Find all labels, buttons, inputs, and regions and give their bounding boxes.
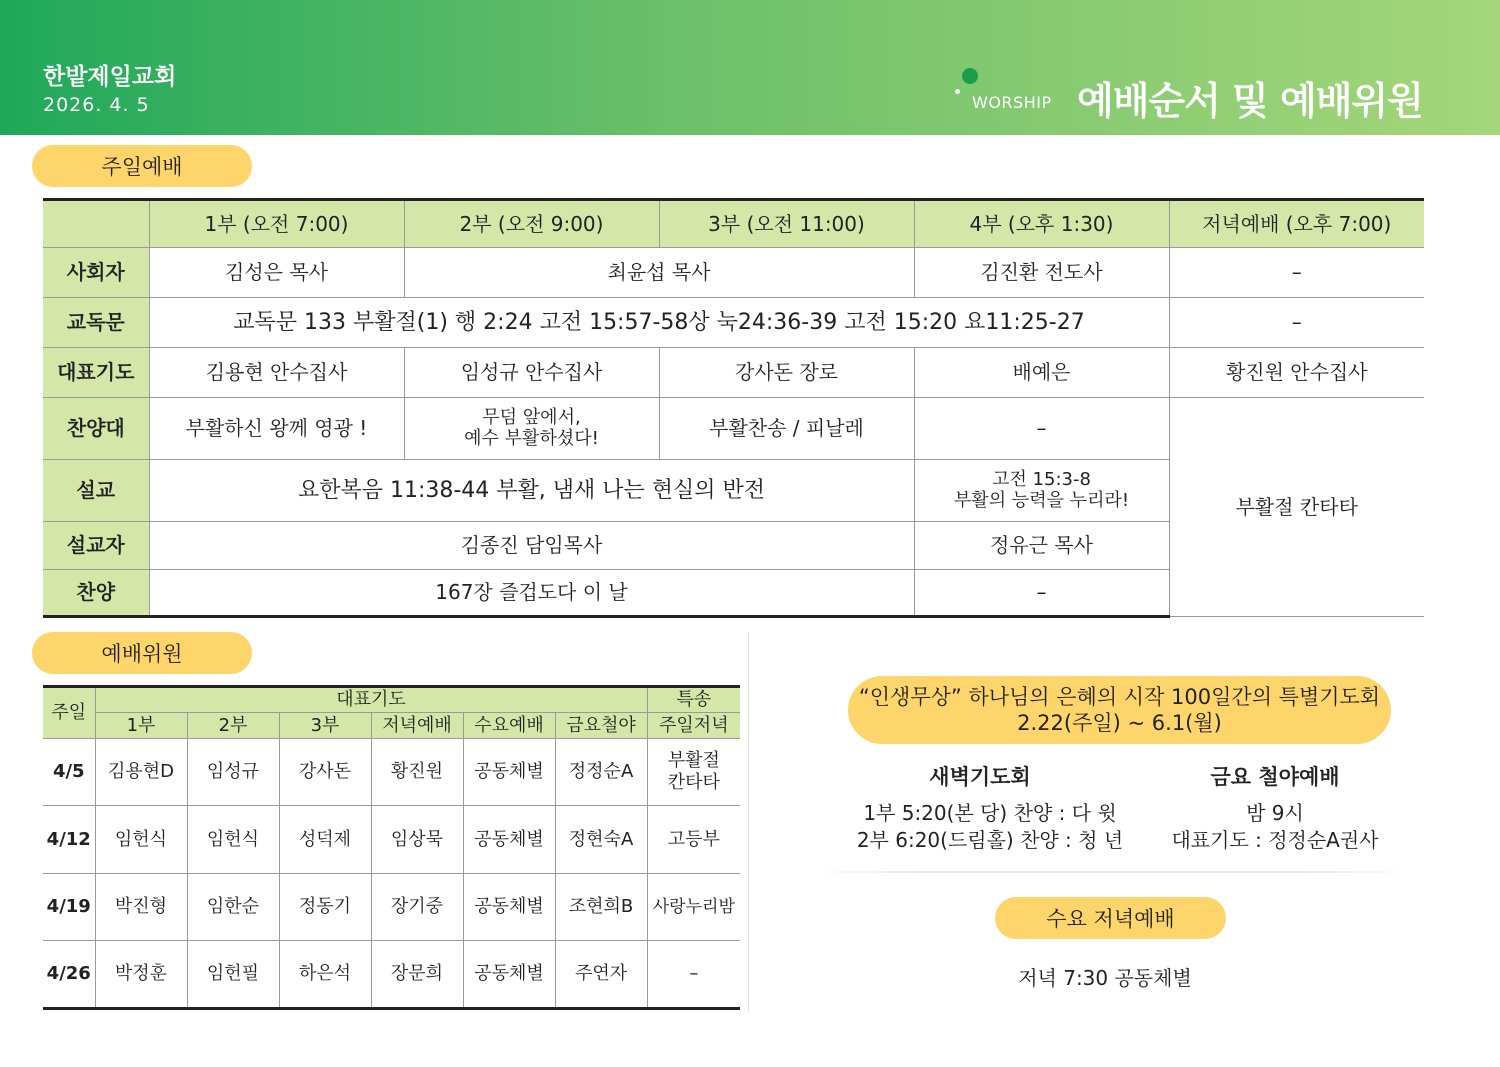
table-cell: 황진원 [371,739,463,806]
table-cell: 공동체별 [463,739,555,806]
table-cell: 임헌식 [187,806,279,874]
committee-header-prayer: 대표기도 [95,687,647,713]
worship-english-label: WORSHIP [972,93,1052,112]
table-row [43,806,740,874]
row-date: 4/19 [43,874,95,941]
column-header-service-3: 3부 (오전 11:00) [659,200,914,248]
dawn-prayer-line-1: 1부 5:20(본 당) 찬양 : 다 윗 [863,801,1117,825]
table-cell: 박진형 [95,874,187,941]
section-label-sunday: 주일예배 [32,145,252,187]
table-cell: 성덕제 [279,806,371,874]
table-cell: – [647,941,740,1009]
column-header-service-1: 1부 (오전 7:00) [149,200,404,248]
preacher-service-1-3: 김종진 담임목사 [149,522,914,570]
page-title: 예배순서 및 예배위원 [1077,79,1423,123]
bulletin-date: 2026. 4. 5 [43,94,150,116]
row-header-reading: 교독문 [43,298,149,348]
prayer-evening: 황진원 안수집사 [1169,348,1424,398]
choir-service-4: – [914,398,1169,460]
table-cell: 고등부 [647,806,740,874]
header-banner [0,0,1500,135]
choir-service-3: 부활찬송 / 피날레 [659,398,914,460]
committee-col-1: 1부 [95,713,187,739]
reading-evening: – [1169,298,1424,348]
sermon-service-4-line-2: 부활의 능력을 누리라! [953,489,1130,511]
sermon-service-1-3: 요한복음 11:38-44 부활, 냄새 나는 현실의 반전 [149,460,914,522]
table-cell: 공동체별 [463,941,555,1009]
committee-col-5: 수요예배 [463,713,555,739]
vertical-divider [748,632,749,1012]
table-row [43,739,740,806]
table-cell: 강사돈 [279,739,371,806]
table-cell: 하은석 [279,941,371,1009]
special-line-2: 칸타타 [667,772,720,793]
host-service-4: 김진환 전도사 [914,248,1169,298]
dot-decoration-icon [962,68,978,84]
hymn-service-1-3: 167장 즐겁도다 이 날 [149,570,914,617]
preacher-service-4: 정유근 목사 [914,522,1169,570]
table-cell: 임성규 [187,739,279,806]
prayer-service-3: 강사돈 장로 [659,348,914,398]
row-date: 4/5 [43,739,95,806]
choir-service-2-line-2: 예수 부활하셨다! [464,427,599,449]
small-dot-icon [955,89,960,94]
committee-col-7: 주일저녁 [647,713,740,739]
table-cell: 장기중 [371,874,463,941]
committee-header-special: 특송 [647,687,740,713]
table-cell: 공동체별 [463,806,555,874]
evening-cantata: 부활절 칸타타 [1169,398,1424,617]
sunday-worship-table [43,198,1424,618]
table-cell: 임한순 [187,874,279,941]
sermon-service-4 [914,460,1169,522]
corner-cell [43,200,149,248]
table-cell: 임헌필 [187,941,279,1009]
table-cell: 주연자 [555,941,647,1009]
friday-service-prayer: 대표기도 : 정정순A권사 [1171,828,1379,852]
column-header-service-2: 2부 (오전 9:00) [404,200,659,248]
table-cell: 정현숙A [555,806,647,874]
committee-col-6: 금요철야 [555,713,647,739]
host-service-2-3: 최윤섭 목사 [404,248,914,298]
host-service-1: 김성은 목사 [149,248,404,298]
special-prayer-title: “인생무상” 하나님의 은혜의 시작 100일간의 특별기도회 [858,684,1381,709]
table-cell: 박정훈 [95,941,187,1009]
wednesday-service-info: 저녁 7:30 공동체별 [1018,966,1192,990]
committee-col-2: 2부 [187,713,279,739]
table-cell [647,739,740,806]
sermon-service-4-line-1: 고전 15:3-8 [992,468,1091,490]
committee-table [43,685,740,1010]
row-header-prayer: 대표기도 [43,348,149,398]
table-row [43,941,740,1009]
prayer-service-4: 배예은 [914,348,1169,398]
dawn-prayer-line-2: 2부 6:20(드림홀) 찬양 : 청 년 [856,828,1124,852]
horizontal-divider [812,871,1412,873]
church-name: 한밭제일교회 [43,64,177,90]
table-cell: 임헌식 [95,806,187,874]
column-header-evening: 저녁예배 (오후 7:00) [1169,200,1424,248]
choir-service-2-line-1: 무덤 앞에서, [482,406,581,428]
section-label-committee: 예배위원 [32,632,252,674]
responsive-reading: 교독문 133 부활절(1) 행 2:24 고전 15:57-58상 눅24:36-39 고전 15:20 요11:25-27 [149,298,1169,348]
hymn-service-4: – [914,570,1169,617]
column-header-service-4: 4부 (오후 1:30) [914,200,1169,248]
host-evening: – [1169,248,1424,298]
row-header-preacher: 설교자 [43,522,149,570]
special-line-1: 부활절 [667,750,720,772]
row-header-sermon: 설교 [43,460,149,522]
committee-col-3: 3부 [279,713,371,739]
row-date: 4/26 [43,941,95,1009]
table-cell: 정정순A [555,739,647,806]
committee-col-4: 저녁예배 [371,713,463,739]
table-cell: 사랑누리밤 [647,874,740,941]
dawn-prayer-title: 새벽기도회 [929,765,1031,789]
table-cell: 정동기 [279,874,371,941]
section-label-wednesday: 수요 저녁예배 [995,897,1226,939]
prayer-service-1: 김용현 안수집사 [149,348,404,398]
row-header-hymn: 찬양 [43,570,149,617]
committee-header-sunday: 주일 [43,687,95,739]
table-cell: 임상묵 [371,806,463,874]
row-header-host: 사회자 [43,248,149,298]
friday-service-time: 밤 9시 [1246,801,1304,825]
row-header-choir: 찬양대 [43,398,149,460]
special-prayer-banner [848,676,1391,744]
choir-service-2 [404,398,659,460]
prayer-service-2: 임성규 안수집사 [404,348,659,398]
special-prayer-period: 2.22(주일) ~ 6.1(월) [1017,711,1222,735]
table-cell: 공동체별 [463,874,555,941]
table-cell: 장문희 [371,941,463,1009]
friday-service-title: 금요 철야예배 [1210,765,1340,789]
table-cell: 김용현D [95,739,187,806]
row-date: 4/12 [43,806,95,874]
table-cell: 조현희B [555,874,647,941]
choir-service-1: 부활하신 왕께 영광 ! [149,398,404,460]
table-row [43,874,740,941]
